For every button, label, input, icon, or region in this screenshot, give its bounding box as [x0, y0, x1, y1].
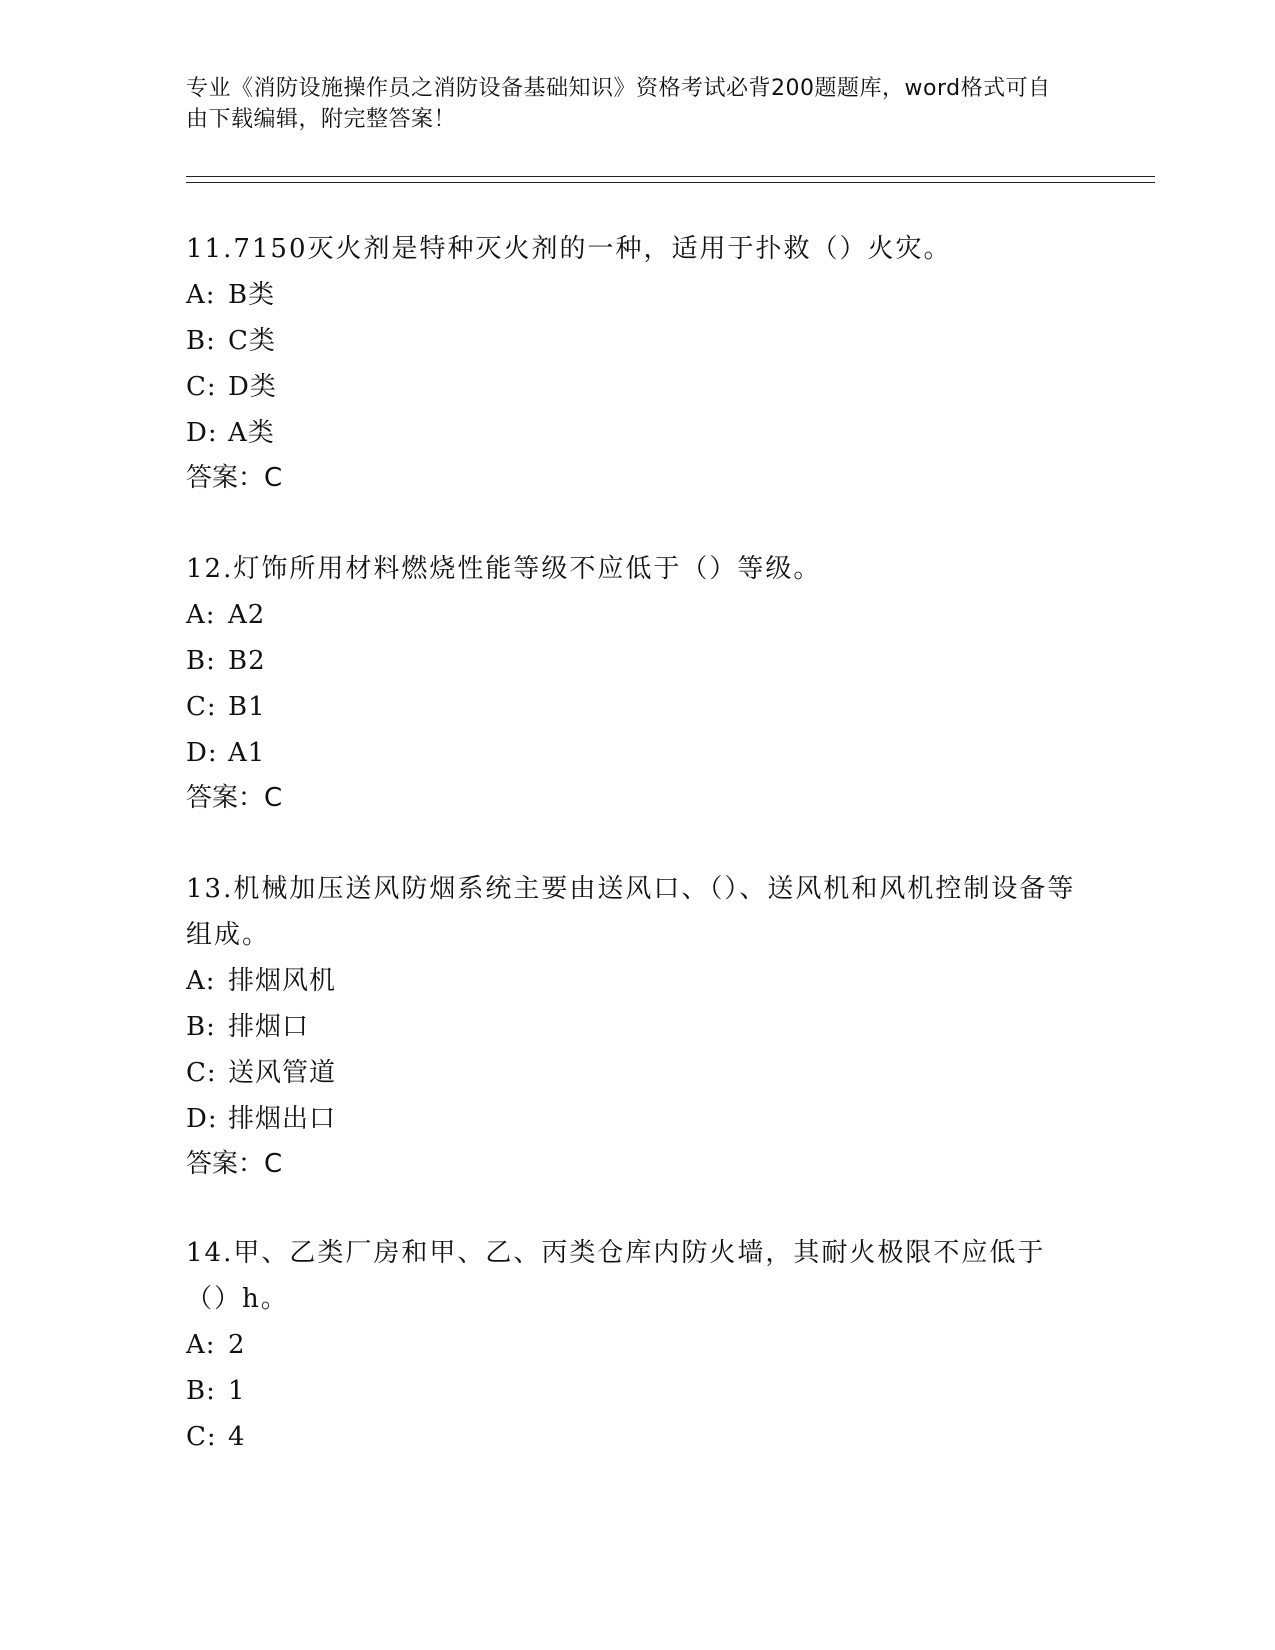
option-a — [186, 958, 1086, 1004]
option-d — [186, 730, 1086, 776]
question-stem: 14.甲、乙类厂房和甲、乙、丙类仓库内防火墙，其耐火极限不应低于（）h。 — [186, 1238, 1046, 1314]
question-stem: 13.机械加压送风防烟系统主要由送风口、（）、送风机和风机控制设备等组成。 — [186, 874, 1076, 950]
option-text: B类 — [228, 280, 276, 310]
answer: 答案：C — [186, 783, 283, 813]
answer: 答案：C — [186, 1149, 283, 1179]
option-text: 1 — [228, 1376, 246, 1406]
option-key: B: — [186, 1376, 216, 1406]
option-key: D: — [186, 1104, 218, 1134]
question-13 — [186, 866, 1086, 1186]
option-a — [186, 1322, 1086, 1368]
option-text: 2 — [228, 1330, 246, 1360]
option-key: A: — [186, 600, 216, 630]
question-stem: 12.灯饰所用材料燃烧性能等级不应低于（）等级。 — [186, 554, 822, 584]
option-key: C: — [186, 372, 217, 402]
option-b — [186, 1004, 1086, 1050]
answer: 答案：C — [186, 463, 283, 493]
option-d — [186, 1096, 1086, 1142]
option-key: C: — [186, 692, 217, 722]
option-text: C类 — [228, 326, 276, 356]
option-a — [186, 592, 1086, 638]
option-text: 排烟口 — [228, 1012, 310, 1042]
option-text: B1 — [228, 692, 266, 722]
header-divider-top — [186, 176, 1155, 177]
option-text: D类 — [228, 372, 277, 402]
option-text: A类 — [228, 418, 275, 448]
option-text: A2 — [228, 600, 266, 630]
option-text: 送风管道 — [228, 1058, 337, 1088]
option-text: A1 — [228, 738, 266, 768]
option-text: 排烟风机 — [228, 966, 337, 996]
option-key: A: — [186, 280, 216, 310]
option-c — [186, 1414, 1086, 1460]
option-c — [186, 1050, 1086, 1096]
option-c — [186, 684, 1086, 730]
option-key: C: — [186, 1422, 217, 1452]
option-key: A: — [186, 1330, 216, 1360]
option-b — [186, 318, 1086, 364]
question-14 — [186, 1230, 1086, 1460]
option-key: B: — [186, 1012, 216, 1042]
question-stem: 11.7150灭火剂是特种灭火剂的一种，适用于扑救（）火灾。 — [186, 234, 952, 264]
option-text: B2 — [228, 646, 266, 676]
option-key: D: — [186, 418, 218, 448]
option-key: A: — [186, 966, 216, 996]
document-header: 专业《消防设施操作员之消防设备基础知识》资格考试必背200题题库，word格式可自由下载编辑，附完整答案！ — [186, 76, 1051, 132]
option-text: 4 — [228, 1422, 246, 1452]
option-key: B: — [186, 646, 216, 676]
question-11 — [186, 226, 1086, 500]
option-b — [186, 638, 1086, 684]
option-key: B: — [186, 326, 216, 356]
question-12 — [186, 546, 1086, 820]
option-d — [186, 410, 1086, 456]
option-key: D: — [186, 738, 218, 768]
option-text: 排烟出口 — [228, 1104, 337, 1134]
option-b — [186, 1368, 1086, 1414]
option-c — [186, 364, 1086, 410]
option-key: C: — [186, 1058, 217, 1088]
header-divider-bottom — [186, 182, 1155, 183]
option-a — [186, 272, 1086, 318]
